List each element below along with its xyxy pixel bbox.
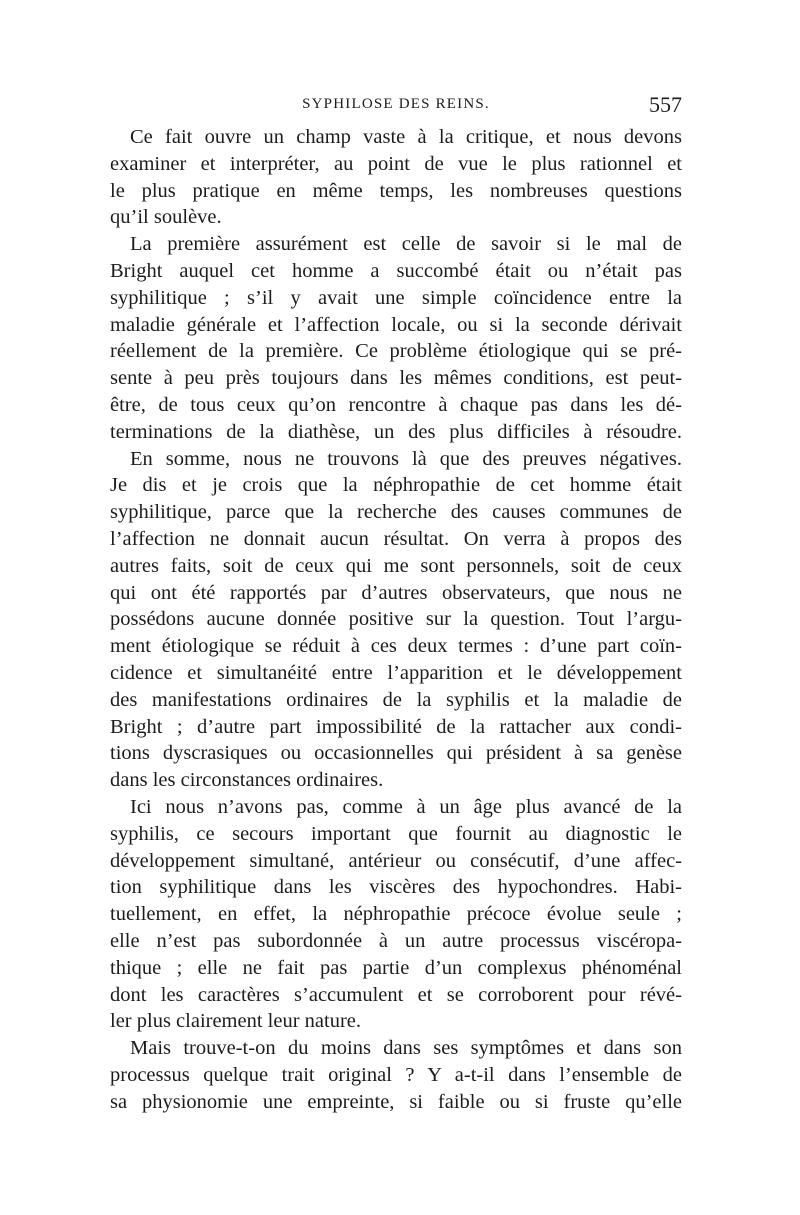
text-line: Bright auquel cet homme a succombé était ou n’était pas xyxy=(110,259,682,282)
text-line: ment étiologique se réduit à ces deux termes : d’une part coïn- xyxy=(110,635,682,658)
page-number: 557 xyxy=(649,92,682,117)
text-line: processus quelque trait original ? Y a-t-il dans l’ensemble de xyxy=(110,1063,682,1086)
text-line: tions dyscrasiques ou occasionnelles qui président à sa genèse xyxy=(110,742,682,765)
text-line: La première assurément est celle de savoir si le mal de xyxy=(130,233,682,256)
text-line: possédons aucune donnée positive sur la question. Tout l’argu- xyxy=(110,608,682,631)
text-line: En somme, nous ne trouvons là que des preuves négatives. xyxy=(130,447,682,470)
text-line: ler plus clairement leur nature. xyxy=(110,1010,362,1033)
text-line: tion syphilitique dans les viscères des hypochondres. Habi- xyxy=(110,876,682,899)
text-line: être, de tous ceux qu’on rencontre à chaque pas dans les dé- xyxy=(110,393,682,416)
text-line: Ici nous n’avons pas, comme à un âge plus avancé de la xyxy=(130,795,682,818)
text-line: des manifestations ordinaires de la syphilis et la maladie de xyxy=(110,688,682,711)
text-line: Ce fait ouvre un champ vaste à la critique, et nous devons xyxy=(130,126,682,148)
text-line: l’affection ne donnait aucun résultat. On verra à propos des xyxy=(110,527,682,550)
text-line: elle n’est pas subordonnée à un autre processus viscéropa- xyxy=(110,929,682,952)
text-line: terminations de la diathèse, un des plus difficiles à résoudre. xyxy=(110,420,682,443)
text-line: Bright ; d’autre part impossibilité de la rattacher aux condi- xyxy=(110,715,682,738)
text-line: qu’il soulève. xyxy=(110,206,222,229)
text-line: Je dis et je crois que la néphropathie de cet homme était xyxy=(110,474,682,497)
text-line: Mais trouve-t-on du moins dans ses symptômes et dans son xyxy=(130,1037,682,1060)
text-line: syphilitique, parce que la recherche des causes communes de xyxy=(110,501,682,524)
text-line: examiner et interpréter, au point de vue le plus rationnel et xyxy=(110,152,682,175)
text-line: syphilitique ; s’il y avait une simple coïncidence entre la xyxy=(110,286,682,309)
text-line: le plus pratique en même temps, les nombreuses questions xyxy=(110,179,682,202)
text-line: tuellement, en effet, la néphropathie précoce évolue seule ; xyxy=(110,903,682,926)
text-line: réellement de la première. Ce problème étiologique qui se pré- xyxy=(110,340,682,363)
running-title: SYPHILOSE DES REINS. xyxy=(302,96,490,112)
text-line: dont les caractères s’accumulent et se corroborent pour révé- xyxy=(110,983,682,1006)
text-line: autres faits, soit de ceux qui me sont personnels, soit de ceux xyxy=(110,554,682,577)
text-line: sa physionomie une empreinte, si faible ou si fruste qu’elle xyxy=(110,1090,682,1113)
page-header xyxy=(110,92,682,122)
body-text xyxy=(110,124,682,1115)
text-line: syphilis, ce secours important que fournit au diagnostic le xyxy=(110,822,682,845)
text-line: qui ont été rapportés par d’autres observateurs, que nous ne xyxy=(110,581,682,604)
text-line: thique ; elle ne fait pas partie d’un complexus phénoménal xyxy=(110,956,682,979)
text-line: sente à peu près toujours dans les mêmes conditions, est peut- xyxy=(110,367,682,390)
text-line: maladie générale et l’affection locale, ou si la seconde dérivait xyxy=(110,313,682,336)
text-line: dans les circonstances ordinaires. xyxy=(110,769,384,792)
text-line: développement simultané, antérieur ou consécutif, d’une affec- xyxy=(110,849,682,872)
text-line: cidence et simultanéité entre l’apparition et le développement xyxy=(110,661,682,684)
